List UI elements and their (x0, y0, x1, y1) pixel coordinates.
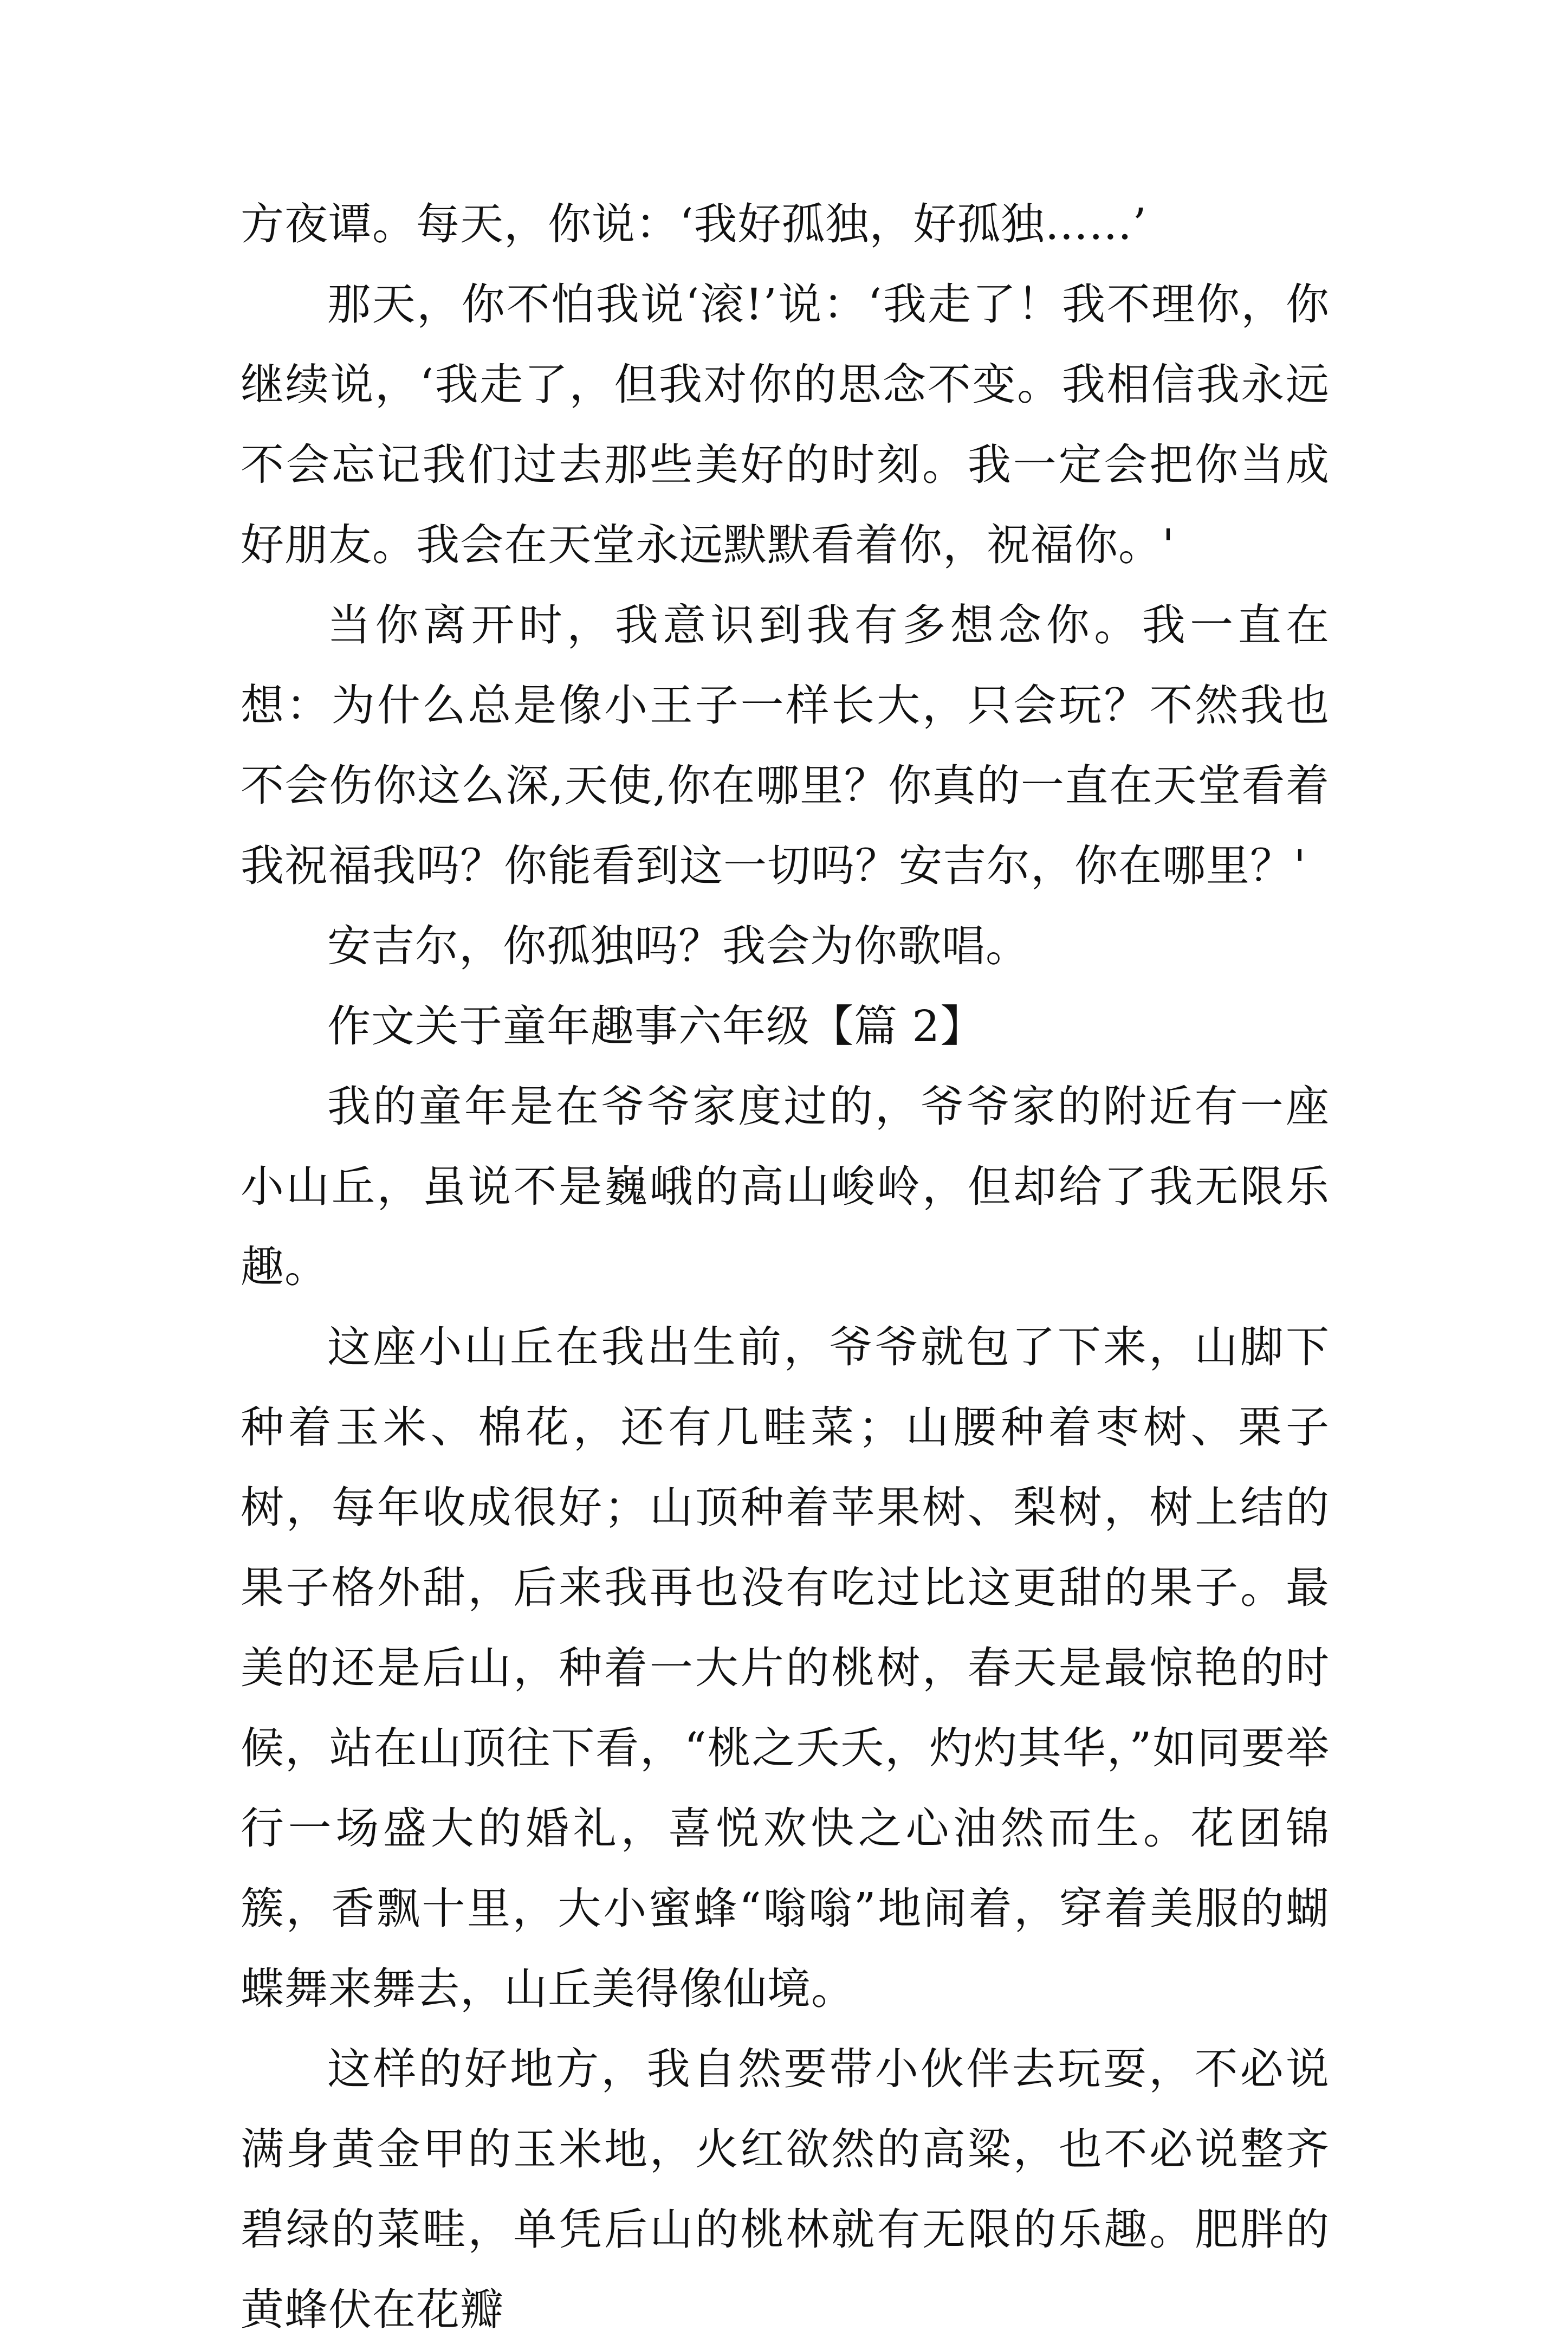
paragraph-6: 这座小山丘在我出生前，爷爷就包了下来，山脚下种着玉米、棉花，还有几畦菜；山腰种着枣树、栗子树，每年收成很好；山顶种着苹果树、梨树，树上结的果子格外甜，后来我再也没有吃过比这更甜的果子。最美的还是后山，种着一大片的桃树，春天是最惊艳的时候，站在山顶往下看，“桃之夭夭，灼灼其华，”如同要举行一场盛大的婚礼，喜悦欢快之心油然而生。花团锦簇，香飘十里，大小蜜蜂“嗡嗡”地闹着，穿着美服的蝴蝶舞来舞去，山丘美得像仙境。 (241, 1322, 1330, 2014)
paragraph-1: 方夜谭。每天，你说：‘我好孤独，好孤独……’ (241, 199, 1147, 249)
paragraph-4: 安吉尔，你孤独吗？我会为你歌唱。 (327, 921, 1029, 971)
paragraph-7: 这样的好地方，我自然要带小伙伴去玩耍，不必说满身黄金甲的玉米地，火红欲然的高粱，也不必说整齐碧绿的菜畦，单凭后山的桃林就有无限的乐趣。肥胖的黄蜂伏在花瓣 (241, 2044, 1330, 2335)
paragraph-3: 当你离开时，我意识到我有多想念你。我一直在想：为什么总是像小王子一样长大，只会玩？不然我也不会伤你这么深,天使,你在哪里？你真的一直在天堂看着我祝福我吗？你能看到这一切吗？安吉尔，你在哪里？' (241, 600, 1330, 891)
section-heading: 作文关于童年趣事六年级【篇 2】 (327, 1001, 984, 1051)
body-text (241, 184, 1330, 2350)
paragraph-2: 那天，你不怕我说‘滚!’说：‘我走了！我不理你，你继续说，‘我走了，但我对你的思念不变。我相信我永远不会忘记我们过去那些美好的时刻。我一定会把你当成好朋友。我会在天堂永远默默看着你，祝福你。' (241, 279, 1330, 570)
paragraph-5: 我的童年是在爷爷家度过的，爷爷家的附近有一座小山丘，虽说不是巍峨的高山峻岭，但却给了我无限乐趣。 (241, 1081, 1330, 1292)
